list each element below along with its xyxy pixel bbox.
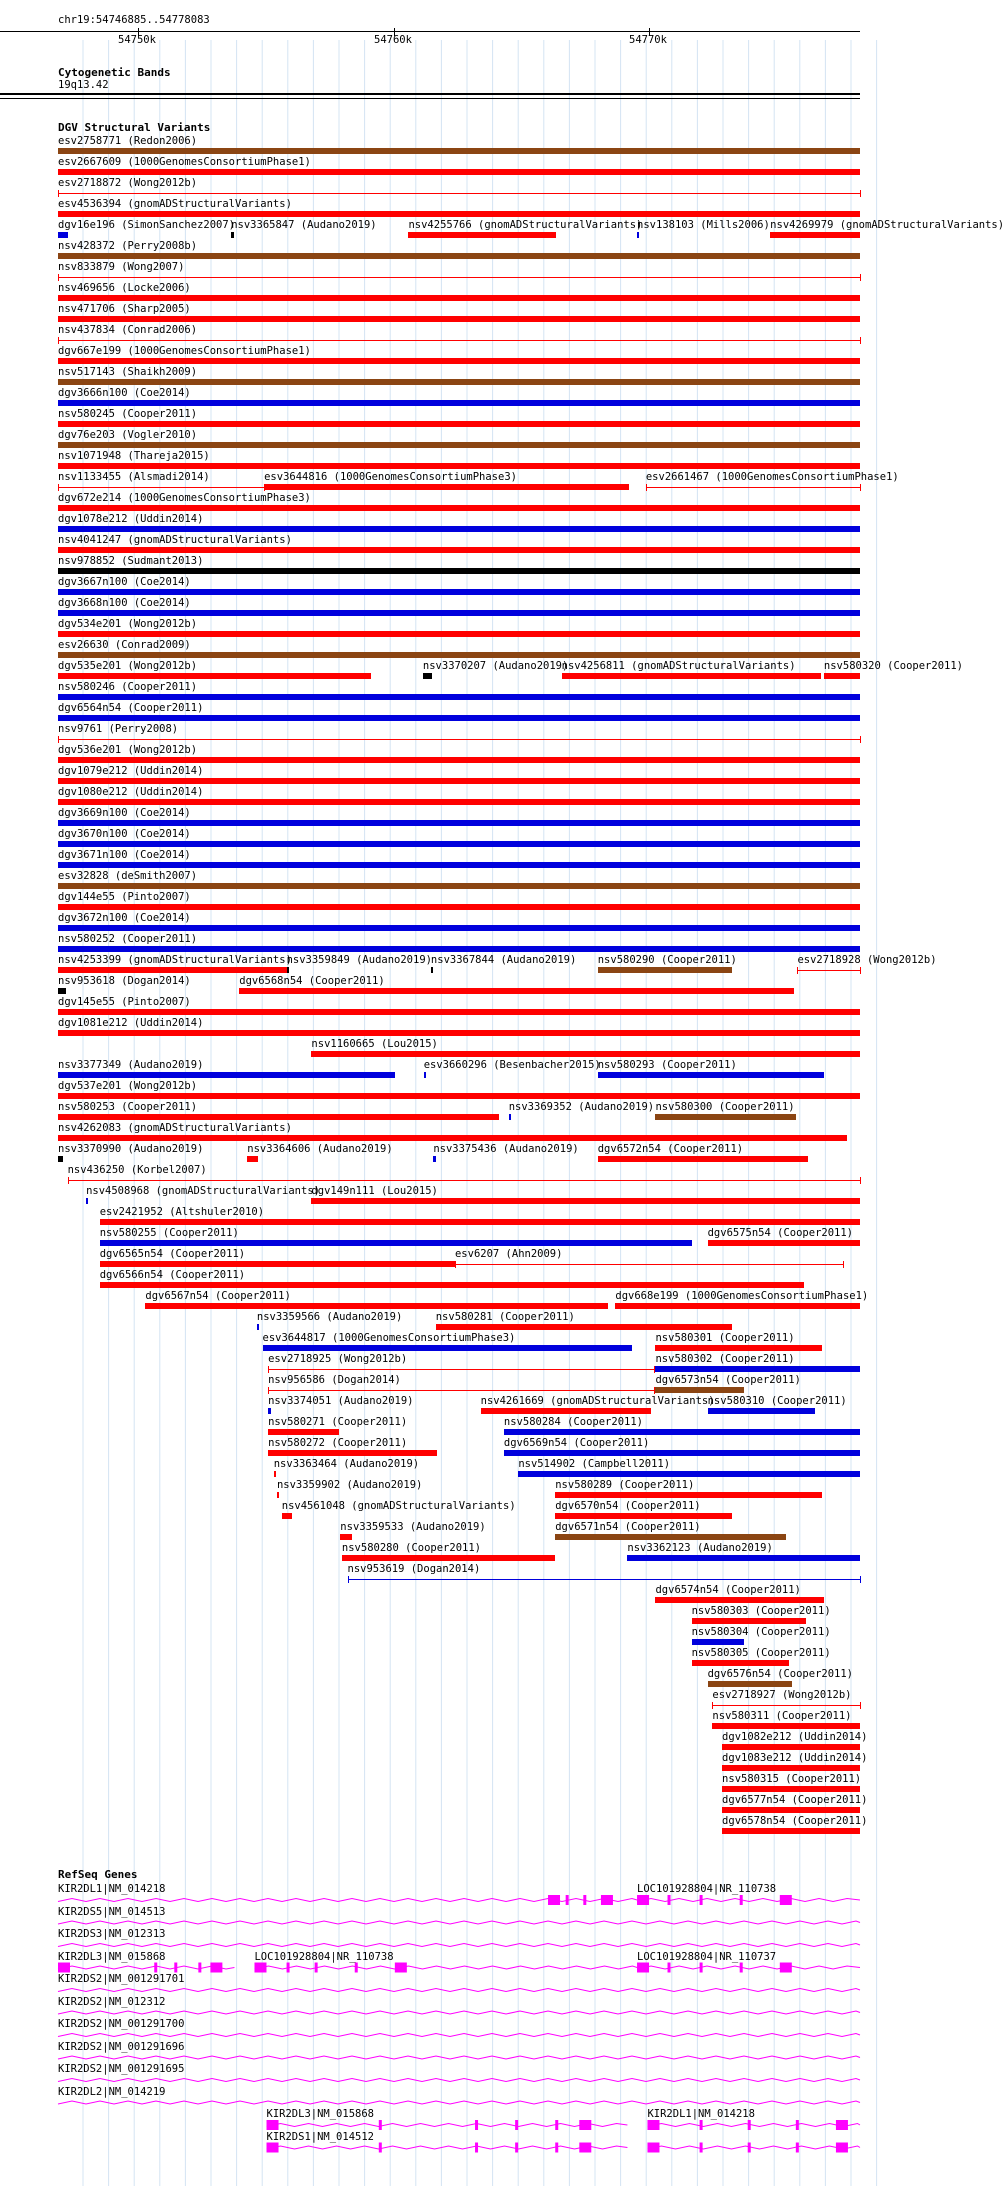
variant-label[interactable]: dgv1080e212 (Uddin2014): [58, 786, 204, 798]
variant-feature[interactable]: [555, 1513, 731, 1519]
variant-feature[interactable]: [598, 1156, 808, 1162]
variant-label[interactable]: esv2718927 (Wong2012b): [712, 1689, 852, 1701]
variant-feature[interactable]: [692, 1618, 807, 1624]
track-separator: [0, 98, 860, 99]
gene-label[interactable]: KIR2DL1|NM_014218: [647, 2108, 755, 2120]
variant-label[interactable]: esv2718928 (Wong2012b): [797, 954, 937, 966]
variant-feature[interactable]: [268, 1369, 654, 1370]
variant-feature[interactable]: [655, 1387, 743, 1393]
variant-feature[interactable]: [58, 568, 860, 574]
variant-feature[interactable]: [58, 505, 860, 511]
variant-label[interactable]: dgv3667n100 (Coe2014): [58, 576, 191, 588]
variant-feature[interactable]: [646, 487, 860, 488]
variant-label[interactable]: dgv6574n54 (Cooper2011): [655, 1584, 801, 1596]
variant-feature[interactable]: [340, 1534, 351, 1540]
variant-feature[interactable]: [58, 1072, 395, 1078]
gene-label[interactable]: KIR2DS1|NM_014512: [266, 2130, 374, 2143]
variant-label[interactable]: dgv6578n54 (Cooper2011): [722, 1815, 868, 1827]
variant-label[interactable]: nsv1133455 (Alsmadi2014): [58, 471, 210, 483]
variant-feature[interactable]: [311, 1198, 860, 1204]
variant-label[interactable]: nsv3377349 (Audano2019): [58, 1059, 204, 1071]
variant-feature-cap: [58, 190, 59, 197]
variant-label[interactable]: dgv1082e212 (Uddin2014): [722, 1731, 868, 1743]
variant-label[interactable]: dgv3670n100 (Coe2014): [58, 828, 191, 840]
variant-label[interactable]: nsv3362123 (Audano2019): [627, 1542, 773, 1554]
variant-label[interactable]: esv32828 (deSmith2007): [58, 870, 198, 882]
variant-feature[interactable]: [692, 1660, 790, 1666]
variant-feature[interactable]: [481, 1408, 652, 1414]
variant-label[interactable]: dgv1083e212 (Uddin2014): [722, 1752, 868, 1764]
variant-feature[interactable]: [58, 904, 860, 910]
variant-feature[interactable]: [408, 232, 556, 238]
variant-feature[interactable]: [58, 211, 860, 217]
variant-feature[interactable]: [58, 421, 860, 427]
variant-feature-cap: [797, 967, 798, 974]
variant-feature[interactable]: [58, 694, 860, 700]
variant-feature[interactable]: [58, 631, 860, 637]
variant-label[interactable]: esv2661467 (1000GenomesConsortiumPhase1): [645, 471, 899, 483]
variant-feature[interactable]: [504, 1429, 860, 1435]
variant-feature-cap: [268, 1387, 269, 1394]
variant-feature-cap: [860, 484, 861, 491]
variant-feature[interactable]: [68, 1180, 860, 1181]
variant-label[interactable]: nsv580293 (Cooper2011): [597, 1059, 737, 1071]
variant-label[interactable]: dgv672e214 (1000GenomesConsortiumPhase3): [58, 492, 311, 504]
variant-label[interactable]: dgv6569n54 (Cooper2011): [503, 1437, 650, 1449]
variant-feature-cap: [68, 1177, 69, 1184]
variant-feature[interactable]: [58, 463, 860, 469]
variant-feature[interactable]: [58, 757, 860, 763]
variant-feature-cap: [58, 274, 59, 281]
variant-label[interactable]: nsv3367844 (Audano2019): [430, 954, 577, 966]
variant-feature[interactable]: [58, 148, 860, 154]
variant-feature-cap: [712, 1702, 713, 1709]
variant-label[interactable]: nsv580290 (Cooper2011): [597, 954, 737, 966]
variant-feature[interactable]: [264, 484, 629, 490]
variant-feature[interactable]: [247, 1156, 258, 1162]
variant-feature[interactable]: [824, 673, 860, 679]
variant-label[interactable]: nsv436250 (Korbel2007): [67, 1164, 207, 1176]
variant-label[interactable]: nsv580310 (Cooper2011): [707, 1395, 847, 1407]
variant-feature[interactable]: [58, 232, 68, 238]
variant-label[interactable]: nsv580320 (Cooper2011): [823, 660, 963, 672]
variant-label[interactable]: nsv3374051 (Audano2019): [268, 1395, 414, 1407]
variant-feature[interactable]: [562, 673, 821, 679]
variant-feature[interactable]: [58, 277, 860, 278]
variant-label[interactable]: dgv6571n54 (Cooper2011): [555, 1521, 701, 1533]
variant-feature[interactable]: [58, 841, 860, 847]
variant-feature[interactable]: [277, 1492, 279, 1498]
variant-label[interactable]: nsv3375436 (Audano2019): [433, 1143, 579, 1155]
variant-feature[interactable]: [58, 358, 860, 364]
variant-feature[interactable]: [58, 883, 860, 889]
variant-label[interactable]: nsv580284 (Cooper2011): [503, 1416, 643, 1428]
variant-feature[interactable]: [58, 967, 287, 973]
variant-feature[interactable]: [655, 1366, 860, 1372]
variant-feature[interactable]: [100, 1240, 693, 1246]
variant-label[interactable]: nsv580311 (Cooper2011): [712, 1710, 852, 1722]
variant-feature-cap: [860, 1576, 861, 1583]
variant-label[interactable]: nsv4253399 (gnomADStructuralVariants): [58, 954, 292, 966]
variant-feature[interactable]: [58, 1156, 63, 1162]
variant-label[interactable]: nsv580255 (Cooper2011): [99, 1227, 239, 1239]
variant-feature[interactable]: [100, 1282, 804, 1288]
variant-feature[interactable]: [58, 340, 860, 341]
variant-label[interactable]: nsv580281 (Cooper2011): [435, 1311, 575, 1323]
variant-feature[interactable]: [231, 232, 233, 238]
variant-feature[interactable]: [58, 442, 860, 448]
variant-label[interactable]: dgv1079e212 (Uddin2014): [58, 765, 204, 777]
variant-feature[interactable]: [58, 862, 860, 868]
variant-label[interactable]: nsv3359902 (Audano2019): [276, 1479, 423, 1491]
variant-feature[interactable]: [722, 1786, 860, 1792]
variant-label[interactable]: dgv6572n54 (Cooper2011): [597, 1143, 744, 1155]
variant-feature[interactable]: [58, 946, 860, 952]
variant-feature[interactable]: [58, 739, 860, 740]
variant-feature[interactable]: [311, 1051, 860, 1057]
variant-label[interactable]: nsv437834 (Conrad2006): [58, 324, 198, 336]
variant-label[interactable]: nsv1160665 (Lou2015): [311, 1038, 438, 1050]
ruler-axis: [0, 31, 860, 32]
variant-feature[interactable]: [722, 1807, 860, 1813]
variant-label[interactable]: nsv3359533 (Audano2019): [340, 1521, 486, 1533]
variant-feature-cap: [268, 1366, 269, 1373]
variant-label[interactable]: dgv6568n54 (Cooper2011): [239, 975, 385, 987]
variant-label[interactable]: dgv534e201 (Wong2012b): [58, 618, 198, 630]
variant-label[interactable]: nsv580302 (Cooper2011): [655, 1353, 795, 1365]
variant-feature[interactable]: [268, 1429, 339, 1435]
variant-feature[interactable]: [342, 1555, 555, 1561]
variant-label[interactable]: esv3644817 (1000GenomesConsortiumPhase3): [262, 1332, 516, 1344]
variant-label[interactable]: nsv3359566 (Audano2019): [256, 1311, 403, 1323]
variant-label[interactable]: dgv76e203 (Vogler2010): [58, 429, 198, 441]
variant-feature[interactable]: [58, 253, 860, 259]
variant-label[interactable]: nsv580300 (Cooper2011): [655, 1101, 795, 1113]
variant-feature[interactable]: [268, 1450, 436, 1456]
refseq-track-title: RefSeq Genes: [58, 1868, 138, 1881]
variant-feature[interactable]: [455, 1264, 843, 1265]
variant-label[interactable]: nsv580304 (Cooper2011): [691, 1626, 831, 1638]
variant-label[interactable]: nsv3370207 (Audano2019): [422, 660, 569, 672]
variant-label[interactable]: nsv3370990 (Audano2019): [58, 1143, 204, 1155]
variant-label[interactable]: dgv149n111 (Lou2015): [311, 1185, 438, 1197]
variant-feature[interactable]: [722, 1765, 860, 1771]
variant-feature[interactable]: [708, 1681, 792, 1687]
variant-feature-cap: [860, 1177, 861, 1184]
variant-label[interactable]: dgv3669n100 (Coe2014): [58, 807, 191, 819]
variant-feature[interactable]: [58, 1135, 847, 1141]
variant-feature-cap: [860, 190, 861, 197]
variant-label[interactable]: nsv3363464 (Audano2019): [273, 1458, 420, 1470]
variant-label[interactable]: nsv580246 (Cooper2011): [58, 681, 198, 693]
variant-feature[interactable]: [58, 1093, 860, 1099]
gene-label[interactable]: LOC101928804|NR_110738: [637, 1883, 777, 1895]
variant-feature[interactable]: [431, 967, 433, 973]
variant-feature[interactable]: [433, 1156, 435, 1162]
variant-label[interactable]: dgv667e199 (1000GenomesConsortiumPhase1): [58, 345, 311, 357]
variant-label[interactable]: dgv536e201 (Wong2012b): [58, 744, 198, 756]
variant-label[interactable]: nsv4508968 (gnomADStructuralVariants): [86, 1185, 320, 1197]
variant-feature[interactable]: [722, 1744, 860, 1750]
variant-label[interactable]: nsv953619 (Dogan2014): [347, 1563, 481, 1575]
variant-feature[interactable]: [58, 715, 860, 721]
variant-feature[interactable]: [86, 1198, 88, 1204]
variant-label[interactable]: dgv3672n100 (Coe2014): [58, 912, 191, 924]
variant-label[interactable]: esv4536394 (gnomADStructuralVariants): [58, 198, 292, 210]
variant-label[interactable]: nsv471706 (Sharp2005): [58, 303, 191, 315]
variant-feature-cap: [860, 337, 861, 344]
variant-feature[interactable]: [58, 1009, 860, 1015]
variant-feature[interactable]: [58, 1030, 860, 1036]
variant-feature[interactable]: [797, 970, 860, 971]
variant-label[interactable]: nsv517143 (Shaikh2009): [58, 366, 198, 378]
gene-label[interactable]: KIR2DL3|NM_015868: [58, 1950, 166, 1963]
variant-feature[interactable]: [263, 1345, 633, 1351]
variant-feature-cap: [58, 484, 59, 491]
variant-label[interactable]: esv2421952 (Altshuler2010): [99, 1206, 265, 1218]
variant-feature[interactable]: [436, 1324, 732, 1330]
variant-label[interactable]: nsv4269979 (gnomADStructuralVariants): [770, 219, 1004, 231]
variant-label[interactable]: nsv580303 (Cooper2011): [691, 1605, 831, 1617]
variant-feature-cap: [860, 967, 861, 974]
variant-feature[interactable]: [274, 1471, 276, 1477]
variant-label[interactable]: esv2758771 (Redon2006): [58, 135, 198, 147]
variant-label[interactable]: nsv9761 (Perry2008): [58, 723, 179, 735]
variant-feature[interactable]: [655, 1114, 795, 1120]
variant-feature[interactable]: [239, 988, 794, 994]
variant-feature[interactable]: [257, 1324, 259, 1330]
variant-feature[interactable]: [722, 1828, 860, 1834]
ruler-tick-label: 54750k: [118, 34, 156, 46]
variant-label[interactable]: nsv428372 (Perry2008b): [58, 240, 198, 252]
variant-label[interactable]: dgv6567n54 (Cooper2011): [145, 1290, 291, 1302]
cytoband-label[interactable]: 19q13.42: [58, 79, 109, 91]
variant-feature[interactable]: [58, 1114, 499, 1120]
variant-label[interactable]: esv6207 (Ahn2009): [454, 1248, 563, 1260]
variant-label[interactable]: nsv580245 (Cooper2011): [58, 408, 198, 420]
variant-label[interactable]: nsv4261669 (gnomADStructuralVariants): [480, 1395, 715, 1407]
gene-label[interactable]: KIR2DS2|NM_001291695: [58, 2063, 185, 2075]
variant-feature[interactable]: [509, 1114, 511, 1120]
variant-feature[interactable]: [58, 778, 860, 784]
variant-label[interactable]: nsv580301 (Cooper2011): [655, 1332, 795, 1344]
variant-label[interactable]: dgv6575n54 (Cooper2011): [707, 1227, 854, 1239]
variant-feature[interactable]: [692, 1639, 744, 1645]
variant-feature[interactable]: [58, 193, 860, 194]
variant-feature-cap: [58, 337, 59, 344]
variant-label[interactable]: dgv537e201 (Wong2012b): [58, 1080, 198, 1092]
variant-label[interactable]: esv2718925 (Wong2012b): [268, 1353, 408, 1365]
variant-feature[interactable]: [100, 1219, 860, 1225]
variant-label[interactable]: dgv535e201 (Wong2012b): [58, 660, 198, 672]
variant-feature[interactable]: [58, 988, 66, 994]
variant-label[interactable]: nsv4256811 (gnomADStructuralVariants): [561, 660, 796, 672]
variant-label[interactable]: dgv144e55 (Pinto2007): [58, 891, 191, 903]
variant-label[interactable]: dgv6565n54 (Cooper2011): [99, 1248, 246, 1260]
variant-feature[interactable]: [348, 1579, 860, 1580]
variant-label[interactable]: esv26630 (Conrad2009): [58, 639, 191, 651]
variant-label[interactable]: nsv580280 (Cooper2011): [341, 1542, 481, 1554]
ruler-tick-label: 54770k: [629, 34, 667, 46]
variant-label[interactable]: dgv3668n100 (Coe2014): [58, 597, 191, 609]
variant-feature-cap: [860, 274, 861, 281]
gene-label[interactable]: KIR2DS2|NM_001291700: [58, 2018, 185, 2030]
variant-label[interactable]: esv2718872 (Wong2012b): [58, 177, 198, 189]
gene-label[interactable]: LOC101928804|NR_110738: [254, 1950, 394, 1963]
variant-label[interactable]: dgv6577n54 (Cooper2011): [722, 1794, 868, 1806]
variant-feature-cap: [646, 484, 647, 491]
variant-feature[interactable]: [555, 1492, 822, 1498]
variant-feature[interactable]: [598, 1072, 824, 1078]
variant-feature[interactable]: [423, 673, 432, 679]
variant-label[interactable]: nsv4255766 (gnomADStructuralVariants): [408, 219, 643, 231]
variant-label[interactable]: nsv833879 (Wong2007): [58, 261, 185, 273]
variant-feature[interactable]: [58, 400, 860, 406]
variant-label[interactable]: nsv3369352 (Audano2019): [508, 1101, 655, 1113]
variant-feature[interactable]: [615, 1303, 860, 1309]
variant-feature[interactable]: [58, 652, 860, 658]
variant-label[interactable]: nsv580272 (Cooper2011): [268, 1437, 408, 1449]
variant-feature-cap: [843, 1261, 844, 1268]
variant-feature-cap: [455, 1261, 456, 1268]
variant-feature[interactable]: [58, 673, 371, 679]
variant-label[interactable]: nsv4041247 (gnomADStructuralVariants): [58, 534, 292, 546]
variant-label[interactable]: nsv580271 (Cooper2011): [268, 1416, 408, 1428]
variant-feature-cap: [860, 736, 861, 743]
gene-label[interactable]: KIR2DL2|NM_014219: [58, 2085, 166, 2098]
variant-label[interactable]: dgv145e55 (Pinto2007): [58, 996, 191, 1008]
variant-label[interactable]: nsv514902 (Campbell2011): [518, 1458, 671, 1470]
variant-label[interactable]: dgv6576n54 (Cooper2011): [707, 1668, 854, 1680]
variant-feature[interactable]: [637, 232, 639, 238]
variant-feature[interactable]: [100, 1261, 455, 1267]
variant-label[interactable]: nsv956586 (Dogan2014): [268, 1374, 401, 1386]
variant-label[interactable]: nsv953618 (Dogan2014): [58, 975, 191, 987]
gene-label[interactable]: KIR2DS5|NM_014513: [58, 1905, 166, 1918]
variant-feature[interactable]: [627, 1555, 860, 1561]
gene-label[interactable]: KIR2DL1|NM_014218: [58, 1883, 166, 1895]
variant-feature[interactable]: [268, 1408, 270, 1414]
variant-label[interactable]: esv2667609 (1000GenomesConsortiumPhase1): [58, 156, 311, 168]
variant-label[interactable]: nsv4262083 (gnomADStructuralVariants): [58, 1122, 292, 1134]
variant-feature[interactable]: [282, 1513, 292, 1519]
variant-feature[interactable]: [287, 967, 289, 973]
variant-feature[interactable]: [58, 526, 860, 532]
variant-feature[interactable]: [598, 967, 732, 973]
variant-feature[interactable]: [145, 1303, 608, 1309]
variant-feature[interactable]: [58, 820, 860, 826]
ruler-tick-label: 54760k: [374, 34, 412, 46]
variant-feature[interactable]: [58, 379, 860, 385]
variant-feature[interactable]: [712, 1705, 860, 1706]
variant-label[interactable]: esv3660296 (Besenbacher2015): [423, 1059, 601, 1071]
variant-label[interactable]: dgv6564n54 (Cooper2011): [58, 702, 204, 714]
variant-feature[interactable]: [58, 925, 860, 931]
variant-label[interactable]: nsv580253 (Cooper2011): [58, 1101, 198, 1113]
variant-feature[interactable]: [655, 1345, 822, 1351]
gene-label[interactable]: KIR2DS2|NM_012312: [58, 1995, 166, 2008]
variant-feature[interactable]: [708, 1240, 860, 1246]
variant-feature[interactable]: [58, 316, 860, 322]
gene-label[interactable]: KIR2DS3|NM_012313: [58, 1928, 166, 1940]
variant-label[interactable]: nsv3364606 (Audano2019): [247, 1143, 393, 1155]
variant-label[interactable]: dgv3671n100 (Coe2014): [58, 849, 191, 861]
variant-label[interactable]: nsv469656 (Locke2006): [58, 282, 191, 294]
variant-label[interactable]: dgv3666n100 (Coe2014): [58, 387, 191, 399]
gene-label[interactable]: KIR2DL3|NM_015868: [266, 2108, 374, 2120]
variant-label[interactable]: nsv580252 (Cooper2011): [58, 933, 198, 945]
variant-feature[interactable]: [555, 1534, 786, 1540]
variant-feature-cap: [58, 736, 59, 743]
variant-feature[interactable]: [518, 1471, 860, 1477]
variant-feature-cap: [348, 1576, 349, 1583]
variant-label[interactable]: nsv3365847 (Audano2019): [231, 219, 377, 231]
variant-label[interactable]: nsv138103 (Mills2006): [637, 219, 770, 231]
position-readout: chr19:54746885..54778083: [58, 14, 210, 26]
variant-label[interactable]: dgv1078e212 (Uddin2014): [58, 513, 204, 525]
dgv-track-title: DGV Structural Variants: [58, 121, 211, 134]
gene-label[interactable]: KIR2DS2|NM_001291696: [58, 2040, 185, 2053]
variant-feature[interactable]: [58, 295, 860, 301]
variant-feature[interactable]: [58, 169, 860, 175]
variant-feature[interactable]: [58, 547, 860, 553]
variant-label[interactable]: nsv3359849 (Audano2019): [286, 954, 432, 966]
gene-label[interactable]: KIR2DS2|NM_001291701: [58, 1973, 185, 1985]
variant-feature[interactable]: [655, 1597, 823, 1603]
variant-feature[interactable]: [712, 1723, 860, 1729]
gene-label[interactable]: LOC101928804|NR_110737: [637, 1950, 777, 1963]
variant-feature[interactable]: [58, 487, 264, 488]
variant-feature[interactable]: [268, 1390, 654, 1391]
variant-label[interactable]: dgv6566n54 (Cooper2011): [99, 1269, 246, 1281]
variant-feature[interactable]: [58, 610, 860, 616]
variant-label[interactable]: nsv580315 (Cooper2011): [722, 1773, 862, 1785]
variant-feature[interactable]: [424, 1072, 426, 1078]
variant-feature-cap: [860, 1702, 861, 1709]
variant-label[interactable]: nsv1071948 (Thareja2015): [58, 450, 210, 462]
variant-label[interactable]: nsv4561048 (gnomADStructuralVariants): [281, 1500, 516, 1512]
variant-label[interactable]: dgv6573n54 (Cooper2011): [655, 1374, 801, 1386]
variant-feature[interactable]: [770, 232, 860, 238]
variant-label[interactable]: dgv6570n54 (Cooper2011): [555, 1500, 701, 1512]
variant-label[interactable]: esv3644816 (1000GenomesConsortiumPhase3): [264, 471, 517, 483]
variant-label[interactable]: dgv1081e212 (Uddin2014): [58, 1017, 204, 1029]
variant-label[interactable]: nsv978852 (Sudmant2013): [58, 555, 204, 567]
variant-feature[interactable]: [504, 1450, 860, 1456]
variant-label[interactable]: nsv580289 (Cooper2011): [555, 1479, 695, 1491]
variant-feature[interactable]: [58, 589, 860, 595]
variant-feature[interactable]: [708, 1408, 815, 1414]
cytoband-bar[interactable]: [0, 93, 860, 95]
variant-label[interactable]: dgv668e199 (1000GenomesConsortiumPhase1): [615, 1290, 869, 1302]
variant-label[interactable]: nsv580305 (Cooper2011): [691, 1647, 831, 1659]
variant-feature[interactable]: [58, 799, 860, 805]
cytoband-track-title: Cytogenetic Bands: [58, 66, 171, 79]
variant-label[interactable]: dgv16e196 (SimonSanchez2007): [58, 219, 236, 231]
